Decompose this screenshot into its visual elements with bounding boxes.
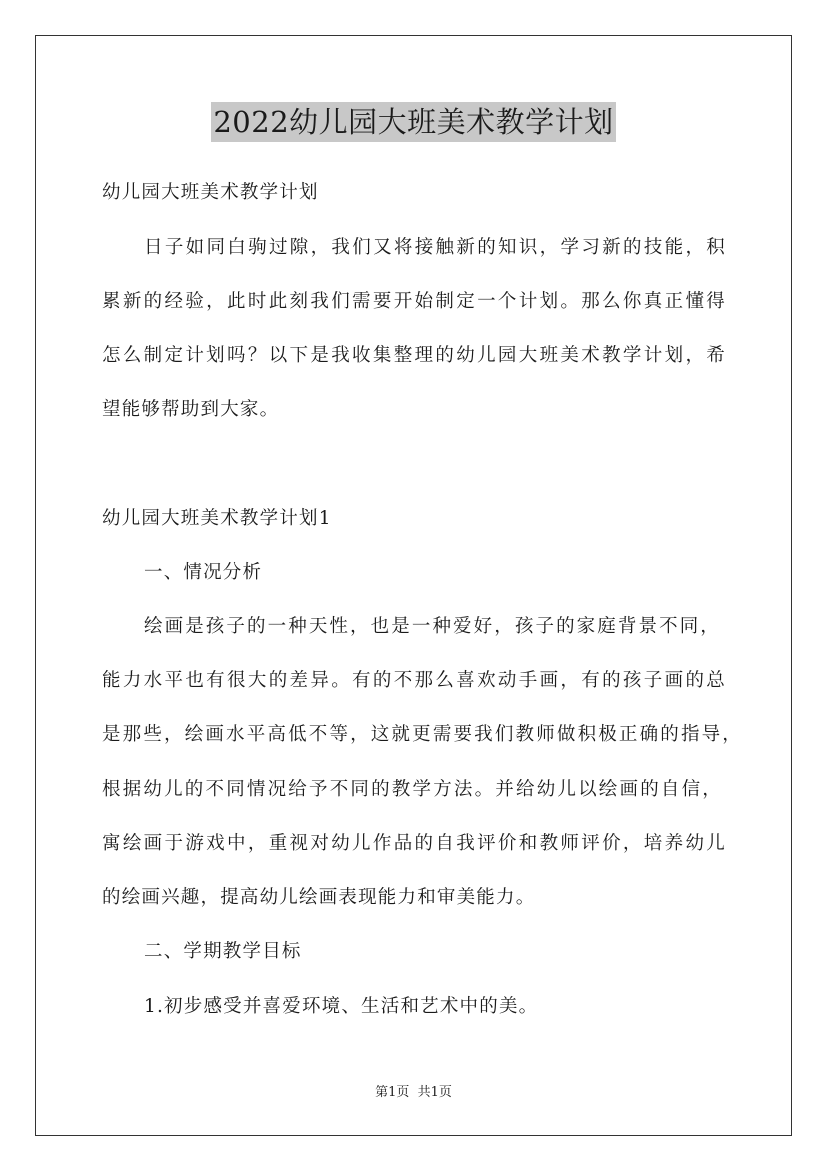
intro-line-4: 望能够帮助到大家。	[102, 399, 280, 420]
analysis-line-1: 绘画是孩子的一种天性，也是一种爱好，孩子的家庭背景不同，	[144, 616, 720, 637]
document-title	[0, 102, 827, 142]
heading-analysis: 一、情况分析	[144, 562, 263, 583]
document-subtitle: 幼儿园大班美术教学计划	[102, 182, 319, 203]
goal-item-1: 1.初步感受并喜爱环境、生活和艺术中的美。	[144, 996, 539, 1017]
analysis-line-5: 寓绘画于游戏中，重视对幼儿作品的自我评价和教师评价，培养幼儿	[102, 833, 726, 854]
intro-line-2: 累新的经验，此时此刻我们需要开始制定一个计划。那么你真正懂得	[102, 291, 726, 312]
analysis-line-6: 的绘画兴趣，提高幼儿绘画表现能力和审美能力。	[102, 887, 536, 908]
intro-line-1: 日子如同白驹过隙，我们又将接触新的知识，学习新的技能，积	[144, 237, 726, 258]
analysis-line-3: 是那些，绘画水平高低不等，这就更需要我们教师做积极正确的指导，	[102, 724, 742, 745]
page-footer: 第1页 共1页	[375, 1085, 452, 1100]
intro-line-3: 怎么制定计划吗？以下是我收集整理的幼儿园大班美术教学计划，希	[102, 345, 726, 366]
section-title: 幼儿园大班美术教学计划1	[102, 508, 332, 529]
analysis-line-4: 根据幼儿的不同情况给予不同的教学方法。并给幼儿以绘画的自信，	[102, 779, 722, 800]
heading-goals: 二、学期教学目标	[144, 941, 302, 962]
document-title-text: 2022幼儿园大班美术教学计划	[211, 102, 615, 142]
analysis-line-2: 能力水平也有很大的差异。有的不那么喜欢动手画，有的孩子画的总	[102, 670, 726, 691]
